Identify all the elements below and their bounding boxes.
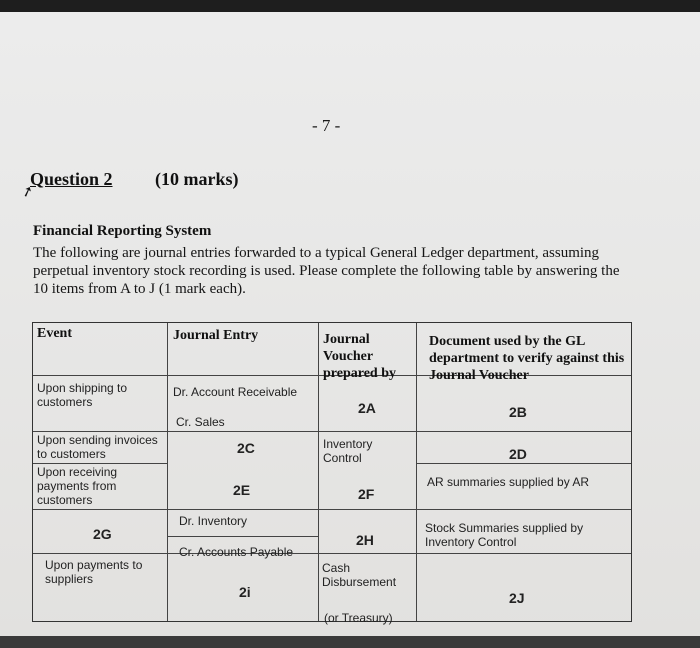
row5-event: Upon payments to suppliers [45,558,143,586]
question-title: Question 2 [30,169,113,189]
row2-voucher: Inventory Control [323,437,373,465]
table-row-divider [33,431,631,432]
mouse-cursor-icon: ➚ [19,183,36,202]
row2-entry-2C: 2C [237,440,255,456]
question-marks: (10 marks) [155,169,239,189]
row3-document: AR summaries supplied by AR [427,475,590,489]
document-page [0,12,700,636]
row1-document-2B: 2B [509,404,527,420]
page-number: - 7 - [312,116,341,135]
row5-document-2J: 2J [509,590,525,606]
row4-voucher-2H: 2H [356,532,374,548]
table-column-divider [416,323,417,621]
row4-document: Stock Summaries supplied by Inventory Control [425,521,584,549]
header-event: Event [37,326,72,341]
section-heading: Financial Reporting System [33,223,212,239]
row2-event: Upon sending invoices to customers [37,433,158,461]
row3-voucher-2F: 2F [358,486,375,502]
table-column-divider [167,323,168,621]
window-bottom-bar [0,636,700,648]
header-journal-voucher: Journal Voucher prepared by [323,332,396,381]
row4-event-2G: 2G [93,526,112,542]
row1-event: Upon shipping to customers [37,381,128,409]
row1-entry-cr: Cr. Sales [176,415,225,429]
table-row-divider [33,463,167,464]
header-journal-entry: Journal Entry [173,328,259,343]
table-row-divider [33,509,631,510]
row1-voucher-2A: 2A [358,400,376,416]
row1-entry-dr: Dr. Account Receivable [173,385,298,399]
table-row-divider [167,536,318,537]
answer-table [32,322,632,625]
row3-event: Upon receiving payments from customers [37,465,118,507]
instructions-paragraph: The following are journal entries forwarded to a typical General Ledger department, assuming perpetual inventory stock recording is used. Please complete the following table by answering the 10 items from A to J (1 mark each). [33,245,620,297]
row3-entry-2E: 2E [233,482,251,498]
header-document: Document used by the GL department to verify against this Journal Voucher [429,334,625,383]
row4-entry-cr: Cr. Accounts Payable [179,545,294,559]
table-row-divider [33,553,631,554]
row5-voucher-line1: Cash Disbursement [322,561,397,589]
table-row-divider [416,463,631,464]
row4-entry-dr: Dr. Inventory [179,514,248,528]
row5-voucher-line2: (or Treasury) [324,611,393,625]
table-column-divider [318,323,319,621]
row2-document-2D: 2D [509,446,527,462]
row5-entry-2i: 2i [239,584,251,600]
